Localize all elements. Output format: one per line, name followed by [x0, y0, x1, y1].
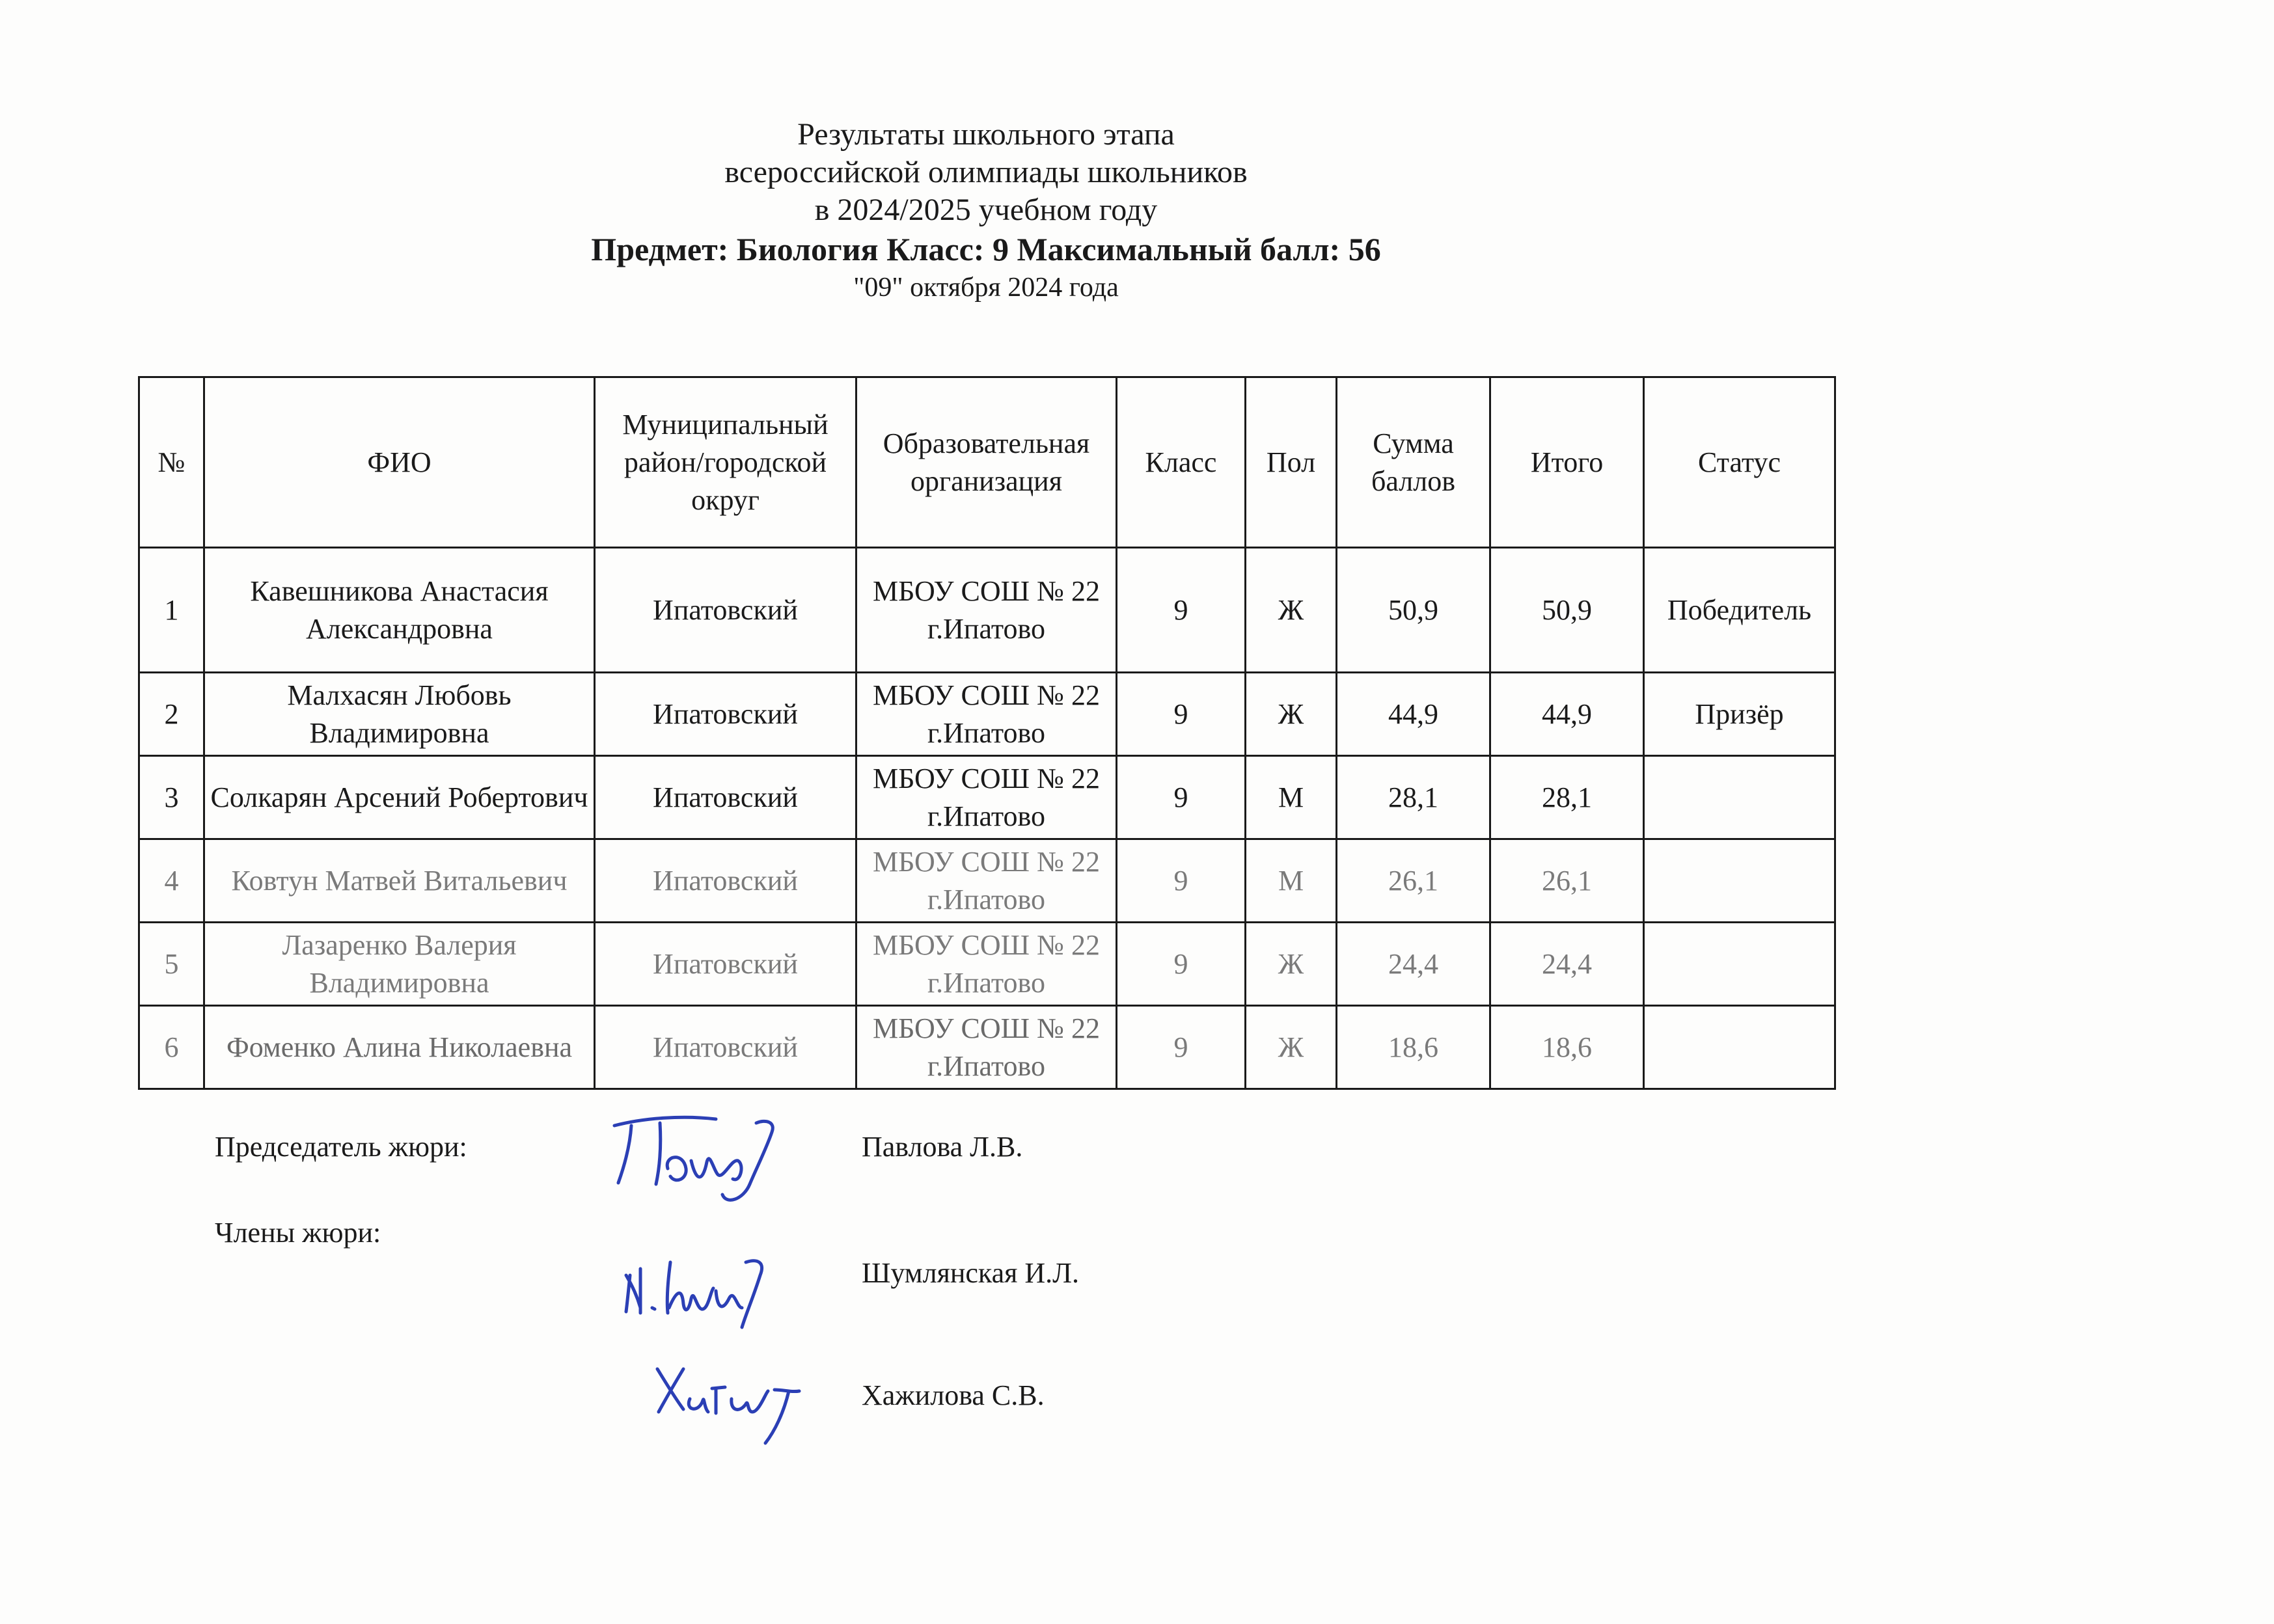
cell-total: 44,9: [1490, 673, 1644, 756]
cell-fio: Кавешникова Анастасия Александровна: [204, 548, 595, 673]
table-row: [139, 673, 1835, 756]
col-header-sum: Сумма баллов: [1337, 377, 1490, 548]
date-line: "09" октября 2024 года: [853, 273, 1119, 303]
title-line-1: Результаты школьного этапа: [797, 117, 1175, 152]
cell-number: 2: [139, 673, 204, 756]
subject-line: Предмет: Биология Класс: 9 Максимальный балл: 56: [591, 231, 1381, 267]
col-header-number: №: [139, 377, 204, 548]
cell-sex: М: [1246, 756, 1337, 839]
cell-fio: Ковтун Матвей Витальевич: [204, 839, 595, 923]
cell-status: [1644, 1006, 1835, 1089]
col-header-grade: Класс: [1117, 377, 1246, 548]
cell-district: Ипатовский: [595, 673, 856, 756]
cell-sum: 28,1: [1337, 756, 1490, 839]
cell-fio: Малхасян Любовь Владимировна: [204, 673, 595, 756]
cell-grade: 9: [1117, 548, 1246, 673]
cell-total: 24,4: [1490, 923, 1644, 1006]
col-header-district: Муниципальный район/городской округ: [595, 377, 856, 548]
cell-number: 3: [139, 756, 204, 839]
cell-total: 26,1: [1490, 839, 1644, 923]
signature-pavlova-icon: [605, 1106, 820, 1210]
cell-sex: Ж: [1246, 548, 1337, 673]
cell-number: 5: [139, 923, 204, 1006]
signature-shumlyanskaya-icon: [618, 1236, 788, 1334]
signature-khazhilova-icon: [644, 1353, 814, 1451]
cell-number: 6: [139, 1006, 204, 1089]
col-header-total: Итого: [1490, 377, 1644, 548]
cell-sum: 24,4: [1337, 923, 1490, 1006]
table-row: [139, 1006, 1835, 1089]
cell-sex: Ж: [1246, 673, 1337, 756]
cell-total: 18,6: [1490, 1006, 1644, 1089]
cell-grade: 9: [1117, 923, 1246, 1006]
cell-sex: Ж: [1246, 923, 1337, 1006]
cell-fio: Солкарян Арсений Робертович: [204, 756, 595, 839]
cell-grade: 9: [1117, 839, 1246, 923]
jury-chair-label: Председатель жюри:: [215, 1131, 467, 1163]
cell-district: Ипатовский: [595, 923, 856, 1006]
table-row: [139, 756, 1835, 839]
cell-grade: 9: [1117, 1006, 1246, 1089]
col-header-fio: ФИО: [204, 377, 595, 548]
cell-org: МБОУ СОШ № 22 г.Ипатово: [856, 1006, 1117, 1089]
table-row: [139, 548, 1835, 673]
cell-total: 50,9: [1490, 548, 1644, 673]
cell-sex: Ж: [1246, 1006, 1337, 1089]
jury-member-1-name: Шумлянская И.Л.: [862, 1257, 1080, 1289]
jury-members-label: Члены жюри:: [215, 1217, 381, 1249]
cell-status: [1644, 923, 1835, 1006]
cell-sum: 26,1: [1337, 839, 1490, 923]
cell-grade: 9: [1117, 756, 1246, 839]
cell-org: МБОУ СОШ № 22 г.Ипатово: [856, 839, 1117, 923]
col-header-sex: Пол: [1246, 377, 1337, 548]
col-header-status: Статус: [1644, 377, 1835, 548]
cell-sum: 50,9: [1337, 548, 1490, 673]
cell-status: [1644, 756, 1835, 839]
table-row: [139, 923, 1835, 1006]
cell-district: Ипатовский: [595, 1006, 856, 1089]
table-header-row: [139, 377, 1835, 548]
cell-sum: 18,6: [1337, 1006, 1490, 1089]
cell-grade: 9: [1117, 673, 1246, 756]
col-header-org: Образовательная организация: [856, 377, 1117, 548]
cell-district: Ипатовский: [595, 548, 856, 673]
cell-status: [1644, 839, 1835, 923]
cell-org: МБОУ СОШ № 22 г.Ипатово: [856, 673, 1117, 756]
cell-fio: Фоменко Алина Николаевна: [204, 1006, 595, 1089]
jury-member-2-name: Хажилова С.В.: [862, 1379, 1045, 1411]
cell-number: 1: [139, 548, 204, 673]
cell-org: МБОУ СОШ № 22 г.Ипатово: [856, 548, 1117, 673]
title-line-3: в 2024/2025 учебном году: [814, 193, 1158, 227]
cell-org: МБОУ СОШ № 22 г.Ипатово: [856, 923, 1117, 1006]
cell-number: 4: [139, 839, 204, 923]
document-header: [0, 116, 1972, 306]
cell-fio: Лазаренко Валерия Владимировна: [204, 923, 595, 1006]
results-table: [138, 376, 1836, 1090]
jury-chair-name: Павлова Л.В.: [862, 1131, 1023, 1163]
cell-sum: 44,9: [1337, 673, 1490, 756]
cell-total: 28,1: [1490, 756, 1644, 839]
cell-sex: М: [1246, 839, 1337, 923]
table-row: [139, 839, 1835, 923]
cell-status: Призёр: [1644, 673, 1835, 756]
cell-district: Ипатовский: [595, 839, 856, 923]
cell-district: Ипатовский: [595, 756, 856, 839]
title-line-2: всероссийской олимпиады школьников: [724, 155, 1248, 189]
cell-org: МБОУ СОШ № 22 г.Ипатово: [856, 756, 1117, 839]
cell-status: Победитель: [1644, 548, 1835, 673]
